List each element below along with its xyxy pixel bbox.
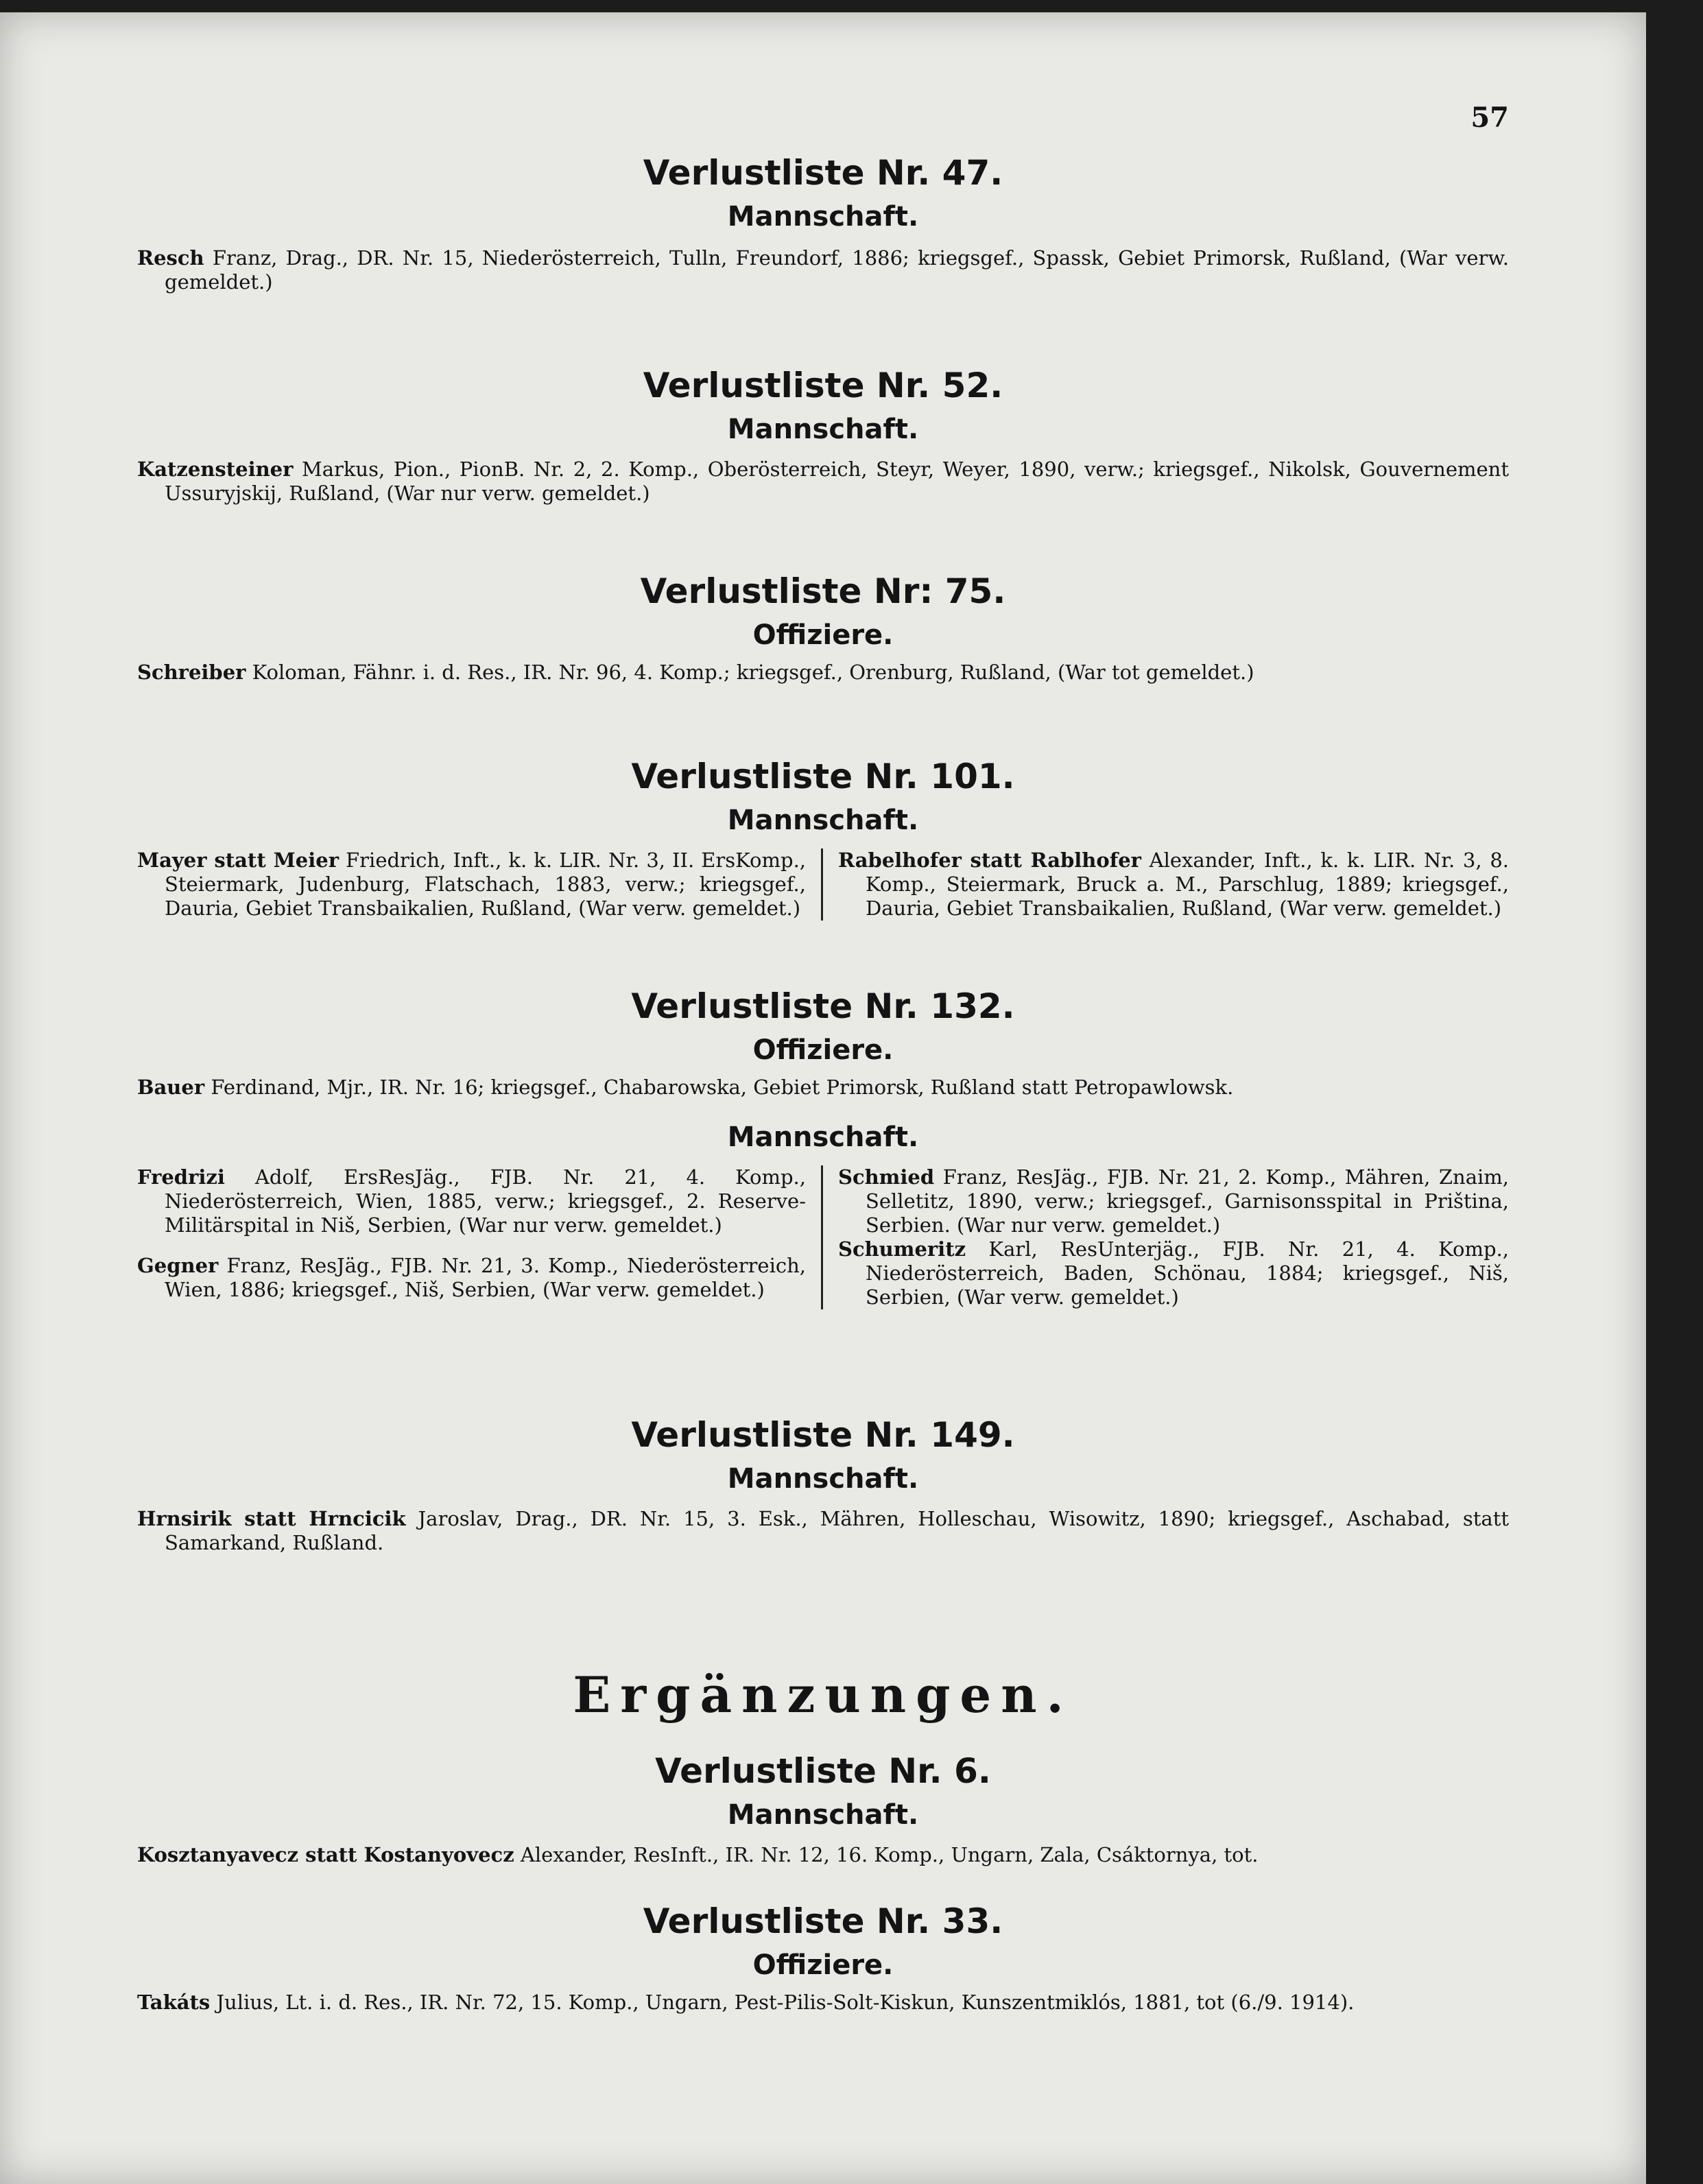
casualty-entry	[137, 1254, 806, 1302]
entry-name: Mayer statt Meier	[137, 848, 339, 872]
section-101	[137, 757, 1509, 921]
entry-name: Takáts	[137, 1991, 211, 2014]
content-column	[137, 12, 1509, 2184]
entry-details: Friedrich, Inft., k. k. LIR. Nr. 3, II. ErsKomp., Steiermark, Judenburg, Flatschach, 1883, verw.; kriegsgef., Dauria, Gebiet Transbaikalien, Rußland, (War verw. gemeldet.)	[165, 848, 807, 920]
entry-name: Kosztanyavecz statt Kostanyovecz	[137, 1843, 514, 1866]
casualty-entry	[137, 1165, 806, 1237]
casualty-entry	[838, 848, 1509, 921]
casualty-entry	[137, 1076, 1509, 1100]
entry-details: Koloman, Fähnr. i. d. Res., IR. Nr. 96, 4. Komp.; kriegsgef., Orenburg, Rußland, (War tot gemeldet.)	[246, 661, 1254, 684]
entry-name: Hrnsirik statt Hrncicik	[137, 1507, 406, 1530]
right-column	[823, 1165, 1509, 1309]
entry-name: Fredrizi	[137, 1165, 225, 1189]
section-group: Mannschaft.	[727, 1799, 919, 1831]
section-title: Verlustliste Nr. 33.	[643, 1901, 1003, 1941]
section-group-officers: Offiziere.	[752, 1034, 894, 1066]
section-149	[137, 1415, 1509, 1555]
entry-details: Karl, ResUnterjäg., FJB. Nr. 21, 4. Komp., Niederösterreich, Baden, Schönau, 1884; kriegsgef., Niš, Serbien, (War verw. gemeldet.)	[866, 1237, 1509, 1309]
section-title: Verlustliste Nr. 101.	[631, 757, 1015, 796]
section-title: Verlustliste Nr. 149.	[631, 1415, 1015, 1455]
section-75	[137, 571, 1509, 685]
two-column-entries	[137, 1165, 1509, 1309]
entry-details: Markus, Pion., PionB. Nr. 2, 2. Komp., Oberösterreich, Steyr, Weyer, 1890, verw.; kriegsgef., Nikolsk, Gouvernement Ussuryjskij, Rußland, (War nur verw. gemeldet.)	[165, 458, 1509, 505]
section-group: Mannschaft.	[727, 414, 919, 445]
casualty-entry	[137, 246, 1509, 294]
casualty-entry	[838, 1237, 1509, 1309]
entry-details: Franz, ResJäg., FJB. Nr. 21, 2. Komp., Mähren, Znaim, Selletitz, 1890, verw.; kriegsgef., Garnisonsspital in Priština, Serbien. (War nur verw. gemeldet.)	[866, 1165, 1509, 1237]
entry-name: Schmied	[838, 1165, 935, 1189]
entry-details: Franz, Drag., DR. Nr. 15, Niederösterreich, Tulln, Freundorf, 1886; kriegsgef., Spassk, Gebiet Primorsk, Rußland, (War verw. gemeldet.)	[165, 246, 1509, 294]
section-title: Verlustliste Nr. 47.	[643, 153, 1003, 193]
page-number: 57	[1470, 102, 1509, 134]
right-column	[823, 848, 1509, 921]
casualty-entry	[137, 1507, 1509, 1555]
entry-name: Rabelhofer statt Rablhofer	[838, 848, 1141, 872]
entry-details: Franz, ResJäg., FJB. Nr. 21, 3. Komp., Niederösterreich, Wien, 1886; kriegsgef., Niš, Serbien, (War verw. gemeldet.)	[165, 1254, 806, 1301]
document-page	[0, 12, 1646, 2184]
section-group-men: Mannschaft.	[727, 1121, 919, 1153]
section-group: Offiziere.	[752, 619, 894, 651]
supplements-section	[137, 1665, 1509, 2015]
entry-name: Schumeritz	[838, 1237, 966, 1261]
section-title: Verlustliste Nr. 132.	[631, 986, 1015, 1026]
entry-details: Ferdinand, Mjr., IR. Nr. 16; kriegsgef., Chabarowska, Gebiet Primorsk, Rußland statt Petropawlowsk.	[204, 1076, 1234, 1099]
section-group: Offiziere.	[752, 1949, 894, 1981]
section-132	[137, 986, 1509, 1309]
casualty-entry	[137, 661, 1509, 685]
two-column-entries	[137, 848, 1509, 921]
entry-name: Resch	[137, 246, 204, 270]
section-group: Mannschaft.	[727, 1463, 919, 1495]
casualty-entry	[137, 458, 1509, 506]
casualty-entry	[137, 1843, 1509, 1867]
section-title: Verlustliste Nr. 6.	[655, 1751, 991, 1791]
section-52	[137, 366, 1509, 506]
section-group: Mannschaft.	[727, 201, 919, 233]
entry-name: Katzensteiner	[137, 458, 294, 481]
entry-details: Alexander, Inft., k. k. LIR. Nr. 3, 8. Komp., Steiermark, Bruck a. M., Parschlug, 1889; kriegsgef., Dauria, Gebiet Transbaikalien, Rußland, (War verw. gemeldet.)	[866, 848, 1509, 920]
supplements-title: Ergänzungen.	[573, 1665, 1073, 1724]
left-column	[137, 848, 823, 921]
entry-name: Bauer	[137, 1076, 205, 1099]
entry-details: Jaroslav, Drag., DR. Nr. 15, 3. Esk., Mähren, Holleschau, Wisowitz, 1890; kriegsgef., Aschabad, statt Samarkand, Rußland.	[165, 1507, 1509, 1554]
section-title: Verlustliste Nr: 75.	[640, 571, 1006, 611]
casualty-entry	[137, 1991, 1509, 2015]
entry-details: Adolf, ErsResJäg., FJB. Nr. 21, 4. Komp., Niederösterreich, Wien, 1885, verw.; kriegsgef., 2. Reserve-Militärspital in Niš, Serbien, (War nur verw. gemeldet.)	[165, 1165, 806, 1237]
casualty-entry	[838, 1165, 1509, 1237]
entry-name: Schreiber	[137, 661, 246, 684]
section-47	[137, 153, 1509, 294]
casualty-entry	[137, 848, 806, 921]
section-group: Mannschaft.	[727, 805, 919, 836]
section-title: Verlustliste Nr. 52.	[643, 366, 1003, 405]
entry-details: Alexander, ResInft., IR. Nr. 12, 16. Komp., Ungarn, Zala, Csáktornya, tot.	[514, 1843, 1259, 1866]
entry-details: Julius, Lt. i. d. Res., IR. Nr. 72, 15. Komp., Ungarn, Pest-Pilis-Solt-Kiskun, Kunszentmiklós, 1881, tot (6./9. 1914).	[210, 1991, 1355, 2014]
left-column	[137, 1165, 823, 1309]
entry-name: Gegner	[137, 1254, 219, 1277]
